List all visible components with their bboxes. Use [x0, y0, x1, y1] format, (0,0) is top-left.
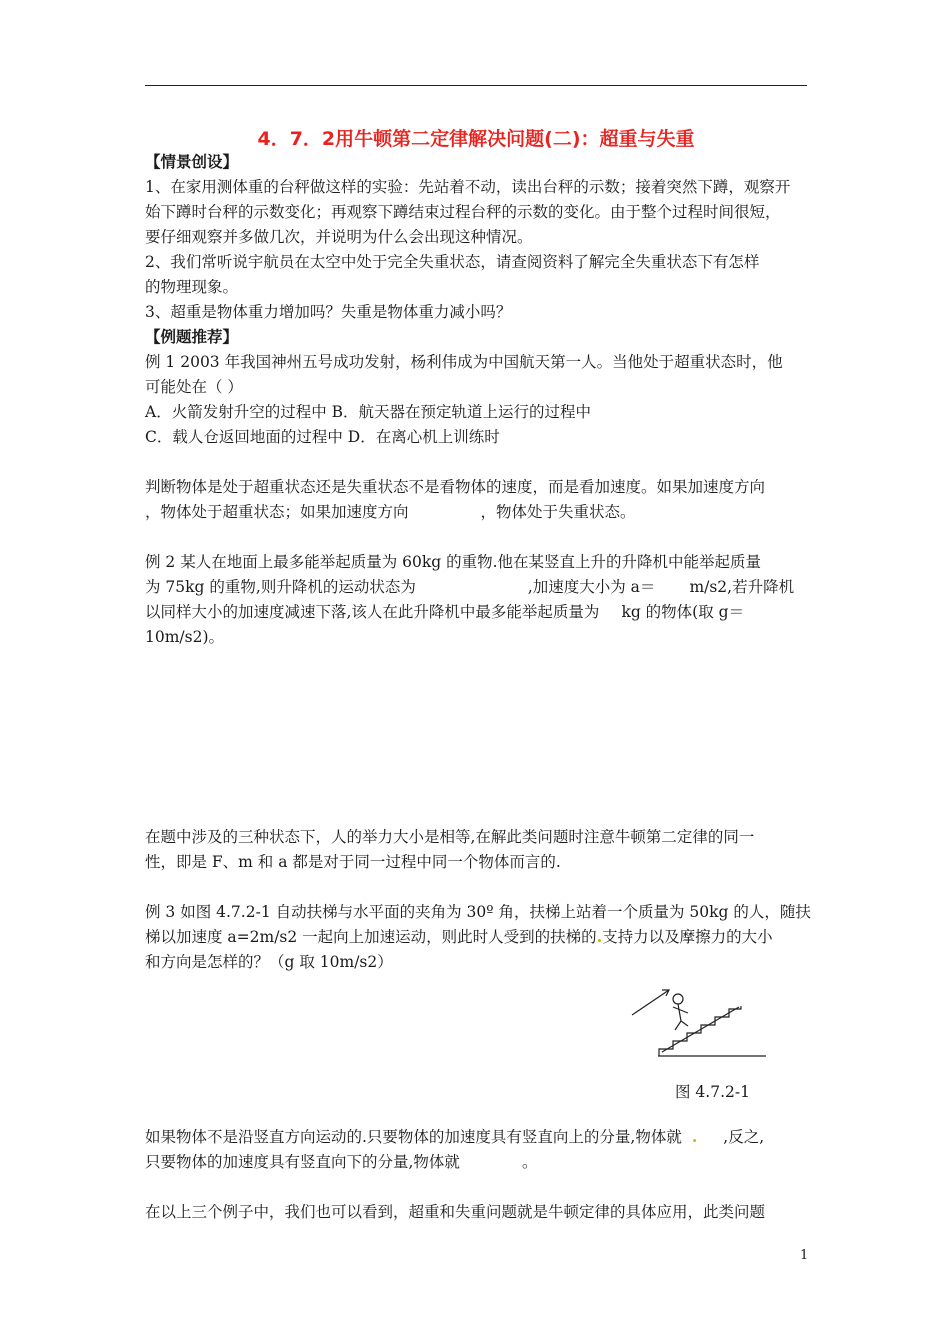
example-heading: 【例题推荐】	[145, 327, 239, 346]
escalator-figure	[628, 985, 773, 1067]
example1-line2: 可能处在（ ）	[145, 378, 243, 396]
highlight-dot: .	[691, 1127, 698, 1146]
judge-line2-part2: ，物体处于失重状态。	[480, 503, 636, 521]
note2-line1	[145, 1127, 764, 1147]
scenario-heading: 【情景创设】	[145, 152, 239, 171]
example1-options-cd: C．载人仓返回地面的过程中 D．在离心机上训练时	[145, 428, 500, 446]
judge-line1: 判断物体是处于超重状态还是失重状态不是看物体的速度，而是看加速度。如果加速度方向	[145, 478, 766, 496]
scenario-q2-line1: 2、我们常听说宇航员在太空中处于完全失重状态，请查阅资料了解完全失重状态下有怎样	[145, 253, 760, 271]
scenario-q1-line3: 要仔细观察并多做几次，并说明为什么会出现这种情况。	[145, 228, 533, 246]
note2-line2	[145, 1152, 537, 1172]
figure-caption: 图 4.7.2-1	[675, 1083, 750, 1101]
note1-line1: 在题中涉及的三种状态下，人的举力大小是相等,在解此类问题时注意牛顿第二定律的同一	[145, 828, 755, 846]
example2-line3-part2: kg 的物体(取 g＝	[621, 603, 745, 621]
note2-line1-part1: 如果物体不是沿竖直方向运动的.只要物体的加速度具有竖直向上的分量,物体就	[145, 1128, 682, 1146]
scenario-q2-line2: 的物理现象。	[145, 278, 239, 296]
example3-line2	[145, 927, 773, 947]
example2-line4: 10m/s2)。	[145, 628, 225, 646]
example1-options-ab: A．火箭发射升空的过程中 B．航天器在预定轨道上运行的过程中	[145, 403, 592, 421]
example2-line2-part1: 为 75kg 的重物,则升降机的运动状态为	[145, 578, 416, 596]
judge-line2-part1: ，物体处于超重状态；如果加速度方向	[145, 503, 409, 521]
scenario-q3: 3、超重是物体重力增加吗？失重是物体重力减小吗？	[145, 303, 512, 321]
note2-line2-part1: 只要物体的加速度具有竖直向下的分量,物体就	[145, 1153, 460, 1171]
example3-line3: 和方向是怎样的？（g 取 10m/s2）	[145, 953, 393, 971]
note2-line2-part2: 。	[521, 1153, 538, 1171]
example2-line1: 例 2 某人在地面上最多能举起质量为 60kg 的重物.他在某竖直上升的升降机中能举起质量	[145, 553, 762, 571]
example3-line2-part2: 支持力以及摩擦力的大小	[602, 928, 773, 946]
page-title: 4．7．2用牛顿第二定律解决问题(二)：超重与失重	[257, 128, 695, 150]
example2-line2-part2: ,加速度大小为 a＝	[527, 578, 656, 596]
highlight-dot: .	[596, 927, 603, 946]
example2-line3	[145, 602, 744, 622]
example3-line2-part1: 梯以加速度 a=2m/s2 一起向上加速运动，则此时人受到的扶梯的	[145, 928, 597, 946]
note2-line1-part2: ,反之,	[723, 1128, 765, 1146]
page-number: 1	[800, 1248, 809, 1263]
header-rule	[145, 85, 807, 86]
scenario-q1-line2: 始下蹲时台秤的示数变化；再观察下蹲结束过程台秤的示数的变化。由于整个过程时间很短，	[145, 203, 781, 221]
example2-line2-part3: m/s2,若升降机	[689, 578, 795, 596]
example2-line2	[145, 577, 794, 597]
example1-line1: 例 1 2003 年我国神州五号成功发射，杨利伟成为中国航天第一人。当他处于超重状态时，他	[145, 353, 783, 371]
note1-line2: 性，即是 F、m 和 a 都是对于同一过程中同一个物体而言的.	[145, 853, 561, 871]
conclusion-line: 在以上三个例子中，我们也可以看到，超重和失重问题就是牛顿定律的具体应用，此类问题	[145, 1203, 766, 1221]
example2-line3-part1: 以同样大小的加速度减速下落,该人在此升降机中最多能举起质量为	[145, 603, 600, 621]
example3-line1: 例 3 如图 4.7.2-1 自动扶梯与水平面的夹角为 30º 角，扶梯上站着一个质量为 50kg 的人，随扶	[145, 903, 811, 921]
scenario-q1-line1: 1、在家用测体重的台秤做这样的实验：先站着不动，读出台秤的示数；接着突然下蹲，观察开	[145, 178, 791, 196]
judge-line2	[145, 502, 636, 522]
